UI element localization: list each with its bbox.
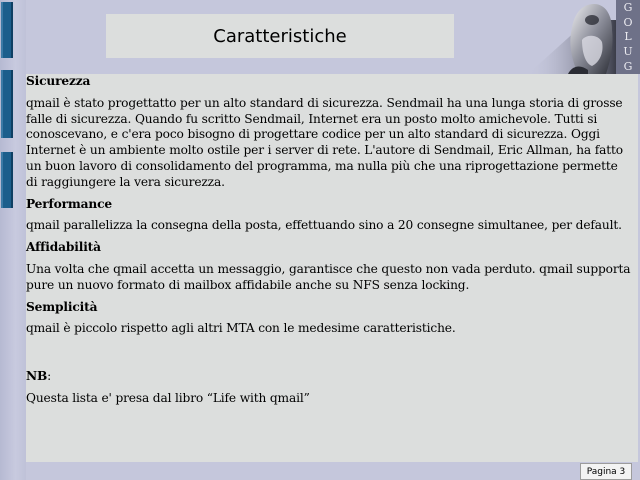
section-text-semplicita: qmail è piccolo rispetto agli altri MTA con le medesime caratteristiche. <box>26 321 456 336</box>
note-label: NB <box>26 369 48 384</box>
section-text-performance: qmail parallelizza la consegna della posta, effettuando sino a 20 consegne simultanee, per default. <box>26 218 622 233</box>
slide-title-box <box>106 14 454 58</box>
page-number-badge <box>580 463 632 480</box>
left-accent-bar <box>1 70 13 138</box>
slide-content <box>26 74 638 462</box>
section-heading-affidabilita: Affidabilità <box>26 240 101 255</box>
section-heading-sicurezza: Sicurezza <box>26 74 91 88</box>
logo-letter: U <box>623 45 633 59</box>
slide-title: Caratteristiche <box>213 25 347 47</box>
golug-logo-letters <box>616 0 640 74</box>
section-text-affidabilita: Una volta che qmail accetta un messaggio, garantisce che questo non vada perduto. qmail supporta pure un nuovo formato di mailbox affidabile anche su NFS senza locking. <box>26 261 631 292</box>
section-text-sicurezza: qmail è stato progettatto per un alto standard di sicurezza. Sendmail ha una lunga storia di grosse falle di sicurezza. Quando fu scritto Sendmail, Internet era un posto molto amichevole. Tutti si conoscevano, e c'era poco bisogno di progettare codice per un alto standard di sicurezza. Oggi Internet è un ambiente molto ostile per i server di rete. L'autore di Sendmail, Eric Allman, ha fatto un buon lavoro di consolidamento del programma, ma nulla più che una riprogettazione permette di raggiungere la vera sicurezza. <box>26 95 623 189</box>
logo-letter: L <box>624 30 632 44</box>
left-decorative-strip <box>0 0 26 480</box>
note-suffix: : <box>47 369 52 384</box>
note-text: Questa lista e' presa dal libro “Life with qmail” <box>26 390 310 405</box>
left-accent-bar <box>1 152 13 208</box>
logo-letter: G <box>623 60 633 74</box>
note-heading <box>26 369 632 385</box>
section-heading-semplicita: Semplicità <box>26 299 98 314</box>
page-number: Pagina 3 <box>586 466 626 477</box>
left-accent-bar <box>1 2 13 58</box>
logo-letter: G <box>623 0 633 14</box>
section-heading-performance: Performance <box>26 196 112 211</box>
logo-letter: O <box>623 15 633 29</box>
